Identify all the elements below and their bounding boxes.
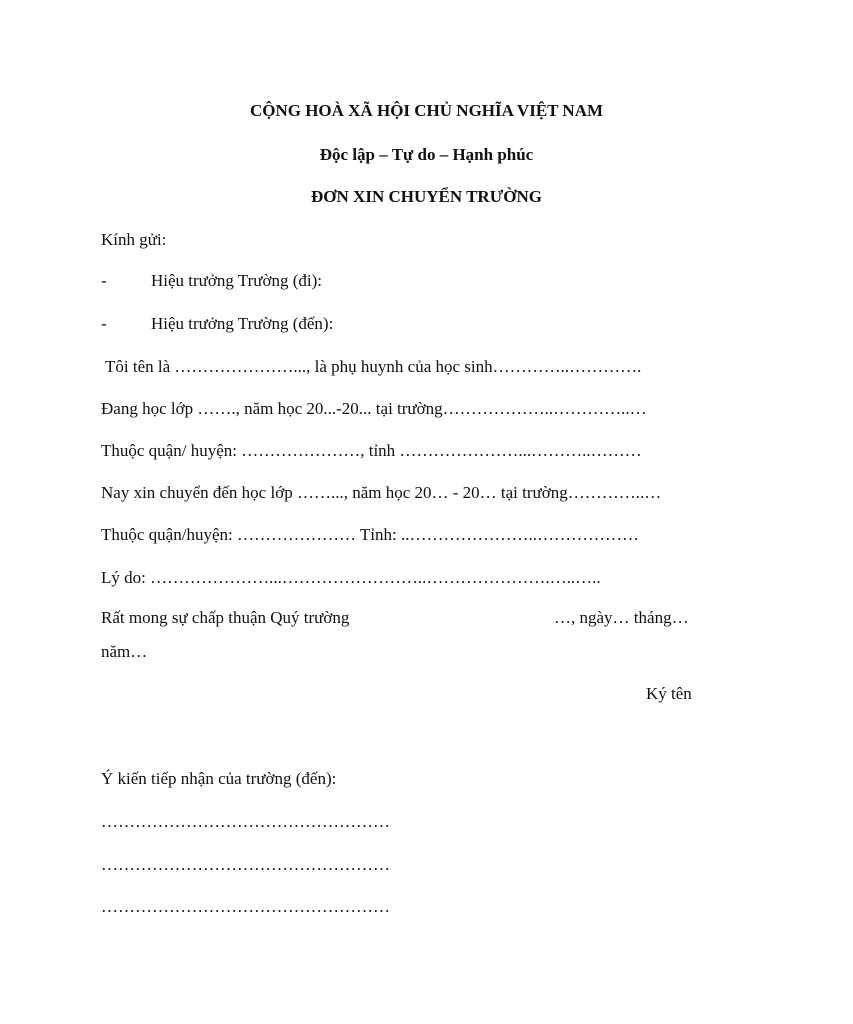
transfer-class-line: Nay xin chuyển đến học lớp ……..., năm học 20… - 20… tại trường…………..… [101,483,662,502]
opinion-label: Ý kiến tiếp nhận của trường (đến): [101,769,337,788]
new-district-line: Thuộc quận/huyện: ………………… Tỉnh: ..…………………..……………… [101,525,639,544]
current-district-line: Thuộc quận/ huyện: …………………, tỉnh …………………...………..……… [101,441,642,460]
signature-label: Ký tên [646,684,692,703]
request-text: Rất mong sự chấp thuận Quý trường [101,608,350,627]
current-class-line: Đang học lớp ……., năm học 20...-20... tại trường………………..…………..… [101,399,647,418]
recipient-dash-1: - [101,271,107,290]
date-line: …, ngày… tháng… [554,608,689,627]
greeting: Kính gửi: [101,230,167,249]
opinion-blank-line: …………………………………………… [101,812,390,831]
recipient-from-school: Hiệu trưởng Trường (đi): [151,271,322,290]
reason-line: Lý do: …………………...……………………..………………….…..….. [101,568,601,587]
parent-name-line: Tôi tên là …………………..., là phụ huynh của học sinh…………..…………. [105,357,642,376]
recipient-dash-2: - [101,314,107,333]
country-heading: CỘNG HOÀ XÃ HỘI CHỦ NGHĨA VIỆT NAM [249,101,604,120]
document-title: ĐƠN XIN CHUYỂN TRƯỜNG [311,187,542,206]
recipient-to-school: Hiệu trưởng Trường (đến): [151,314,334,333]
date-year: năm… [101,642,148,661]
opinion-blank-line: …………………………………………… [101,897,390,916]
motto-heading: Độc lập – Tự do – Hạnh phúc [319,145,534,164]
opinion-blank-line: …………………………………………… [101,855,390,874]
